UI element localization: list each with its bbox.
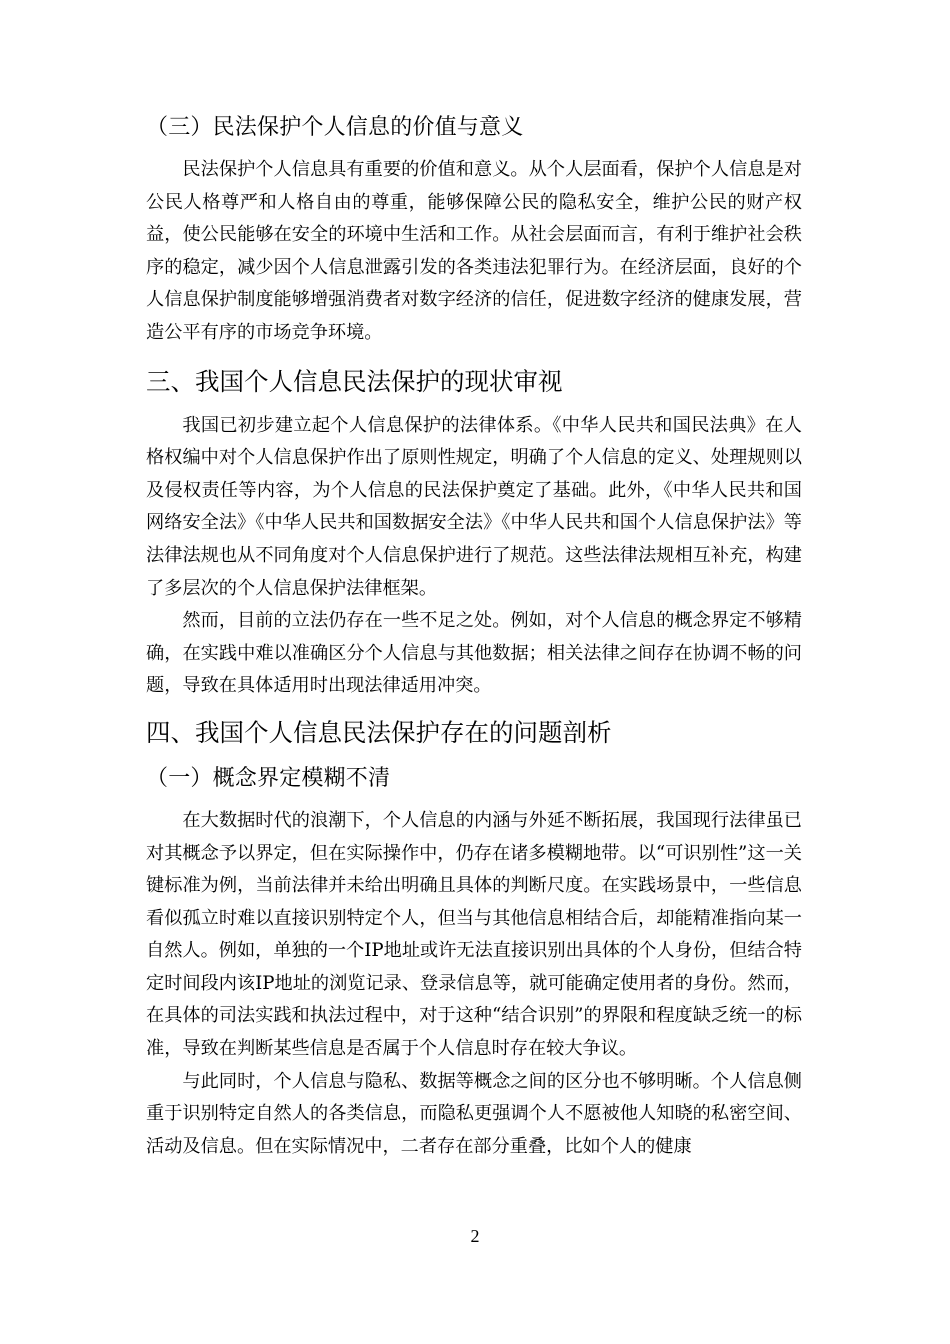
paragraph-legal-system: 我国已初步建立起个人信息保护的法律体系。《中华人民共和国民法典》在人格权编中对个人信息保护作出了原则性规定，明确了个人信息的定义、处理规则以及侵权责任等内容，为个人信息的民法保护奠定了基础。此外，《中华人民共和国网络安全法》《中华人民共和国数据安全法》《中华人民共和国个人信息保护法》等法律法规也从不同角度对个人信息保护进行了规范。这些法律法规相互补充，构建了多层次的个人信息保护法律框架。 — [146, 414, 802, 599]
paragraph-value-significance: 民法保护个人信息具有重要的价值和意义。从个人层面看，保护个人信息是对公民人格尊严和人格自由的尊重，能够保障公民的隐私安全，维护公民的财产权益，使公民能够在安全的环境中生活和工作。从社会层面而言，有利于维护社会秩序的稳定，减少因个人信息泄露引发的各类违法犯罪行为。在经济层面，良好的个人信息保护制度能够增强消费者对数字经济的信任，促进数字经济的健康发展，营造公平有序的市场竞争环境。 — [146, 159, 802, 343]
section-heading-current-status: 三、我国个人信息民法保护的现状审视 — [146, 366, 563, 396]
paragraph-legislative-gaps: 然而，目前的立法仍存在一些不足之处。例如，对个人信息的概念界定不够精确，在实践中难以准确区分个人信息与其他数据；相关法律之间存在协调不畅的问题，导致在具体适用时出现法律适用冲突。 — [146, 610, 802, 697]
subsection-heading-value-significance: （三）民法保护个人信息的价值与意义 — [146, 115, 524, 140]
paragraph-identifiability: 在大数据时代的浪潮下，个人信息的内涵与外延不断拓展，我国现行法律虽已对其概念予以界定，但在实际操作中，仍存在诸多模糊地带。以“可识别性”这一关键标准为例，当前法律并未给出明确且具体的判断尺度。在实践场景中，一些信息看似孤立时难以直接识别特定个人，但当与其他信息相结合后，却能精准指向某一自然人。例如，单独的一个IP地址或许无法直接识别出具体的个人身份，但结合特定时间段内该IP地址的浏览记录、登录信息等，就可能确定使用者的身份。然而，在具体的司法实践和执法过程中，对于这种“结合识别”的界限和程度缺乏统一的标准，导致在判断某些信息是否属于个人信息时存在较大争议。 — [146, 809, 802, 1060]
section-heading-problems: 四、我国个人信息民法保护存在的问题剖析 — [146, 717, 612, 747]
paragraph-privacy-distinction: 与此同时，个人信息与隐私、数据等概念之间的区分也不够明晰。个人信息侧重于识别特定自然人的各类信息，而隐私更强调个人不愿被他人知晓的私密空间、活动及信息。但在实际情况中，二者存在部分重叠，比如个人的健康 — [146, 1070, 802, 1157]
page-content — [146, 112, 802, 1163]
subsection-heading-concept-definition: （一）概念界定模糊不清 — [146, 765, 391, 791]
page-number: 2 — [470, 1226, 480, 1246]
